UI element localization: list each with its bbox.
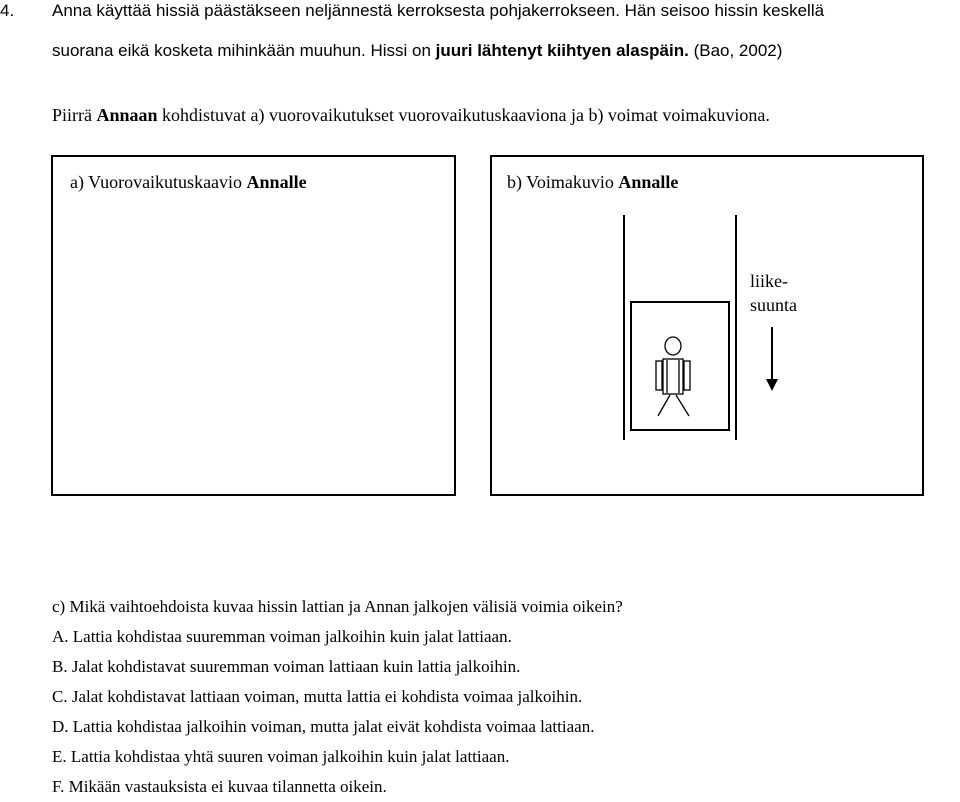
person-torso (663, 359, 683, 394)
interaction-diagram-box[interactable] (51, 155, 456, 496)
answer-option-c[interactable]: C. Jalat kohdistavat lattiaan voiman, mutta lattia ei kohdista voimaa jalkoihin. (52, 687, 583, 706)
question-text (52, 0, 957, 62)
question-emphasis: juuri lähtenyt kiihtyen alaspäin. (435, 41, 689, 60)
person-right-leg (676, 395, 689, 416)
answer-option-d[interactable]: D. Lattia kohdistaa jalkoihin voiman, mutta jalat eivät kohdista voimaa lattiaan. (52, 717, 595, 736)
person-head (665, 337, 681, 355)
part-c-prompt: c) Mikä vaihtoehdoista kuvaa hissin lattian ja Annan jalkojen välisiä voimia oikein? (52, 597, 623, 616)
question-line-2-start: suorana eikä kosketa mihinkään muuhun. Hissi on (52, 41, 436, 60)
elevator-car (631, 302, 729, 430)
motion-direction-arrow (766, 327, 778, 391)
person-right-arm (684, 361, 690, 390)
part-c-question (52, 592, 623, 802)
person-left-arm (656, 361, 662, 390)
question-number: 4. (0, 1, 15, 20)
instruction-emphasis: Annaan (96, 105, 158, 125)
force-diagram-box[interactable] (490, 155, 924, 496)
question-citation: (Bao, 2002) (688, 41, 783, 60)
interaction-diagram-title (70, 171, 307, 193)
question-line-2 (52, 40, 957, 62)
question-line-1: Anna käyttää hissiä päästäkseen neljännestä kerroksesta pohjakerrokseen. Hän seisoo hissin keskellä (52, 1, 825, 20)
motion-direction-label-line-1: liike- (750, 271, 788, 291)
person-left-leg (658, 395, 670, 416)
answer-option-e[interactable]: E. Lattia kohdistaa yhtä suuren voiman jalkoihin kuin jalat lattiaan. (52, 747, 510, 766)
force-diagram-title-name: Annalle (618, 172, 679, 192)
answer-option-f[interactable]: F. Mikään vastauksista ei kuvaa tilannetta oikein. (52, 777, 387, 796)
interaction-diagram-title-text: a) Vuorovaikutuskaavio (70, 172, 247, 192)
answer-option-b[interactable]: B. Jalat kohdistavat suuremman voiman lattiaan kuin lattia jalkoihin. (52, 657, 521, 676)
motion-direction-label (750, 269, 797, 317)
force-diagram-title-text: b) Voimakuvio (507, 172, 619, 192)
instruction-end: kohdistuvat a) vuorovaikutukset vuorovaikutuskaaviona ja b) voimat voimakuviona. (157, 105, 770, 125)
answer-option-a[interactable]: A. Lattia kohdistaa suuremman voiman jalkoihin kuin jalat lattiaan. (52, 627, 512, 646)
motion-direction-label-line-2: suunta (750, 295, 797, 315)
person-anna-figure (656, 337, 690, 416)
interaction-diagram-title-name: Annalle (246, 172, 307, 192)
elevator-illustration (492, 157, 922, 494)
drawing-instruction (52, 103, 770, 127)
instruction-start: Piirrä (52, 105, 97, 125)
